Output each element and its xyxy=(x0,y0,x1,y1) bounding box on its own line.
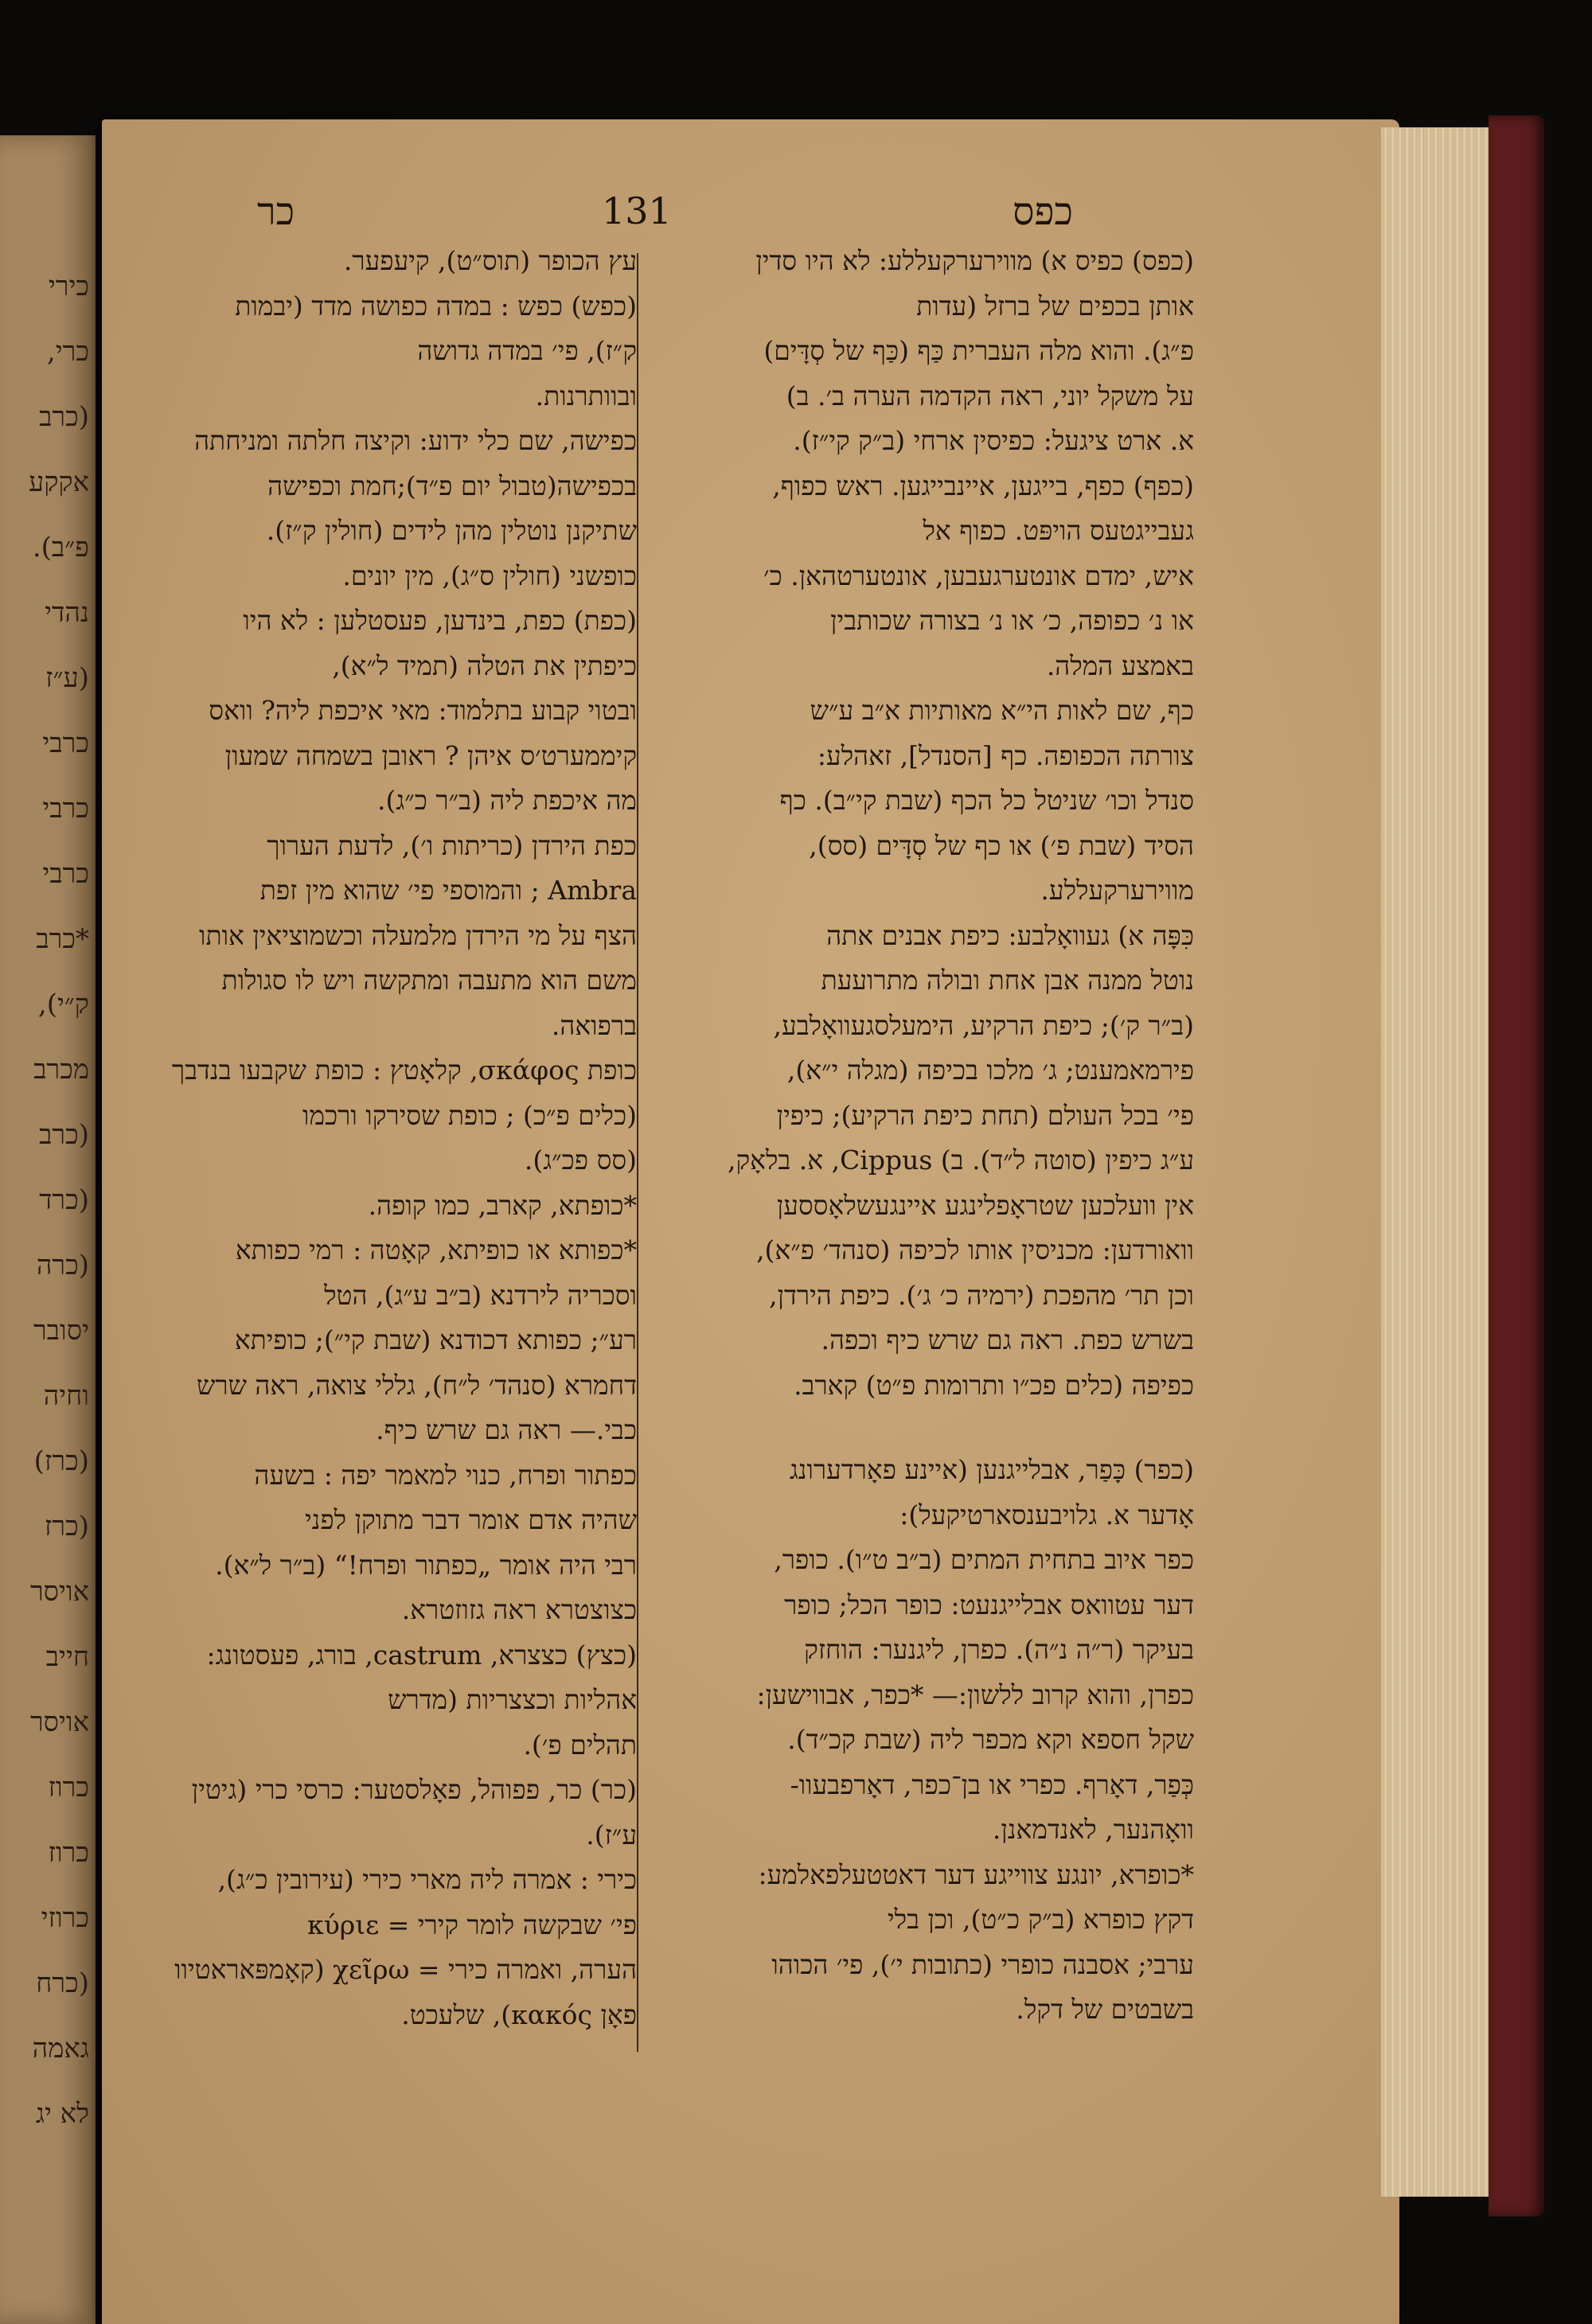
right-column-line: כף, שם לאות הי״א מאותיות א״ב ע״ש xyxy=(810,695,1194,726)
left-column-line: כבי.— ראה גם שרש כיף. xyxy=(376,1414,637,1445)
left-column-line: מה איכפת ליה (ב״ר כ״ג). xyxy=(377,785,637,816)
facing-page-fragment: כרוזי xyxy=(41,1902,89,1934)
left-column-line: משם הוא מתעבה ומתקשה ויש לו סגולות xyxy=(221,965,637,996)
facing-page-fragment: (כרה xyxy=(36,1250,89,1281)
left-column-line: פאָן κακός), שלעכט. xyxy=(401,1998,637,2030)
left-column xyxy=(111,239,637,2037)
left-column-line: ובטוי קבוע בתלמוד: מאי איכפת ליה? וואס xyxy=(209,695,637,726)
right-column-line: ערבי; אסבנה כופרי (כתובות י׳), פי׳ הכוהו xyxy=(771,1948,1194,1980)
right-column-line: הסיד (שבת פ׳) או כף של סְדָּים (סס), xyxy=(809,829,1194,861)
left-column-line: הערה, ואמרה כירי = χεῖρω (קאָמפּאראטיוו xyxy=(174,1954,637,1985)
right-column-line: אין וועלכען שטראָפלינגע איינגעשלאָססען xyxy=(776,1189,1194,1221)
facing-page-fragment: אקקע xyxy=(28,466,89,498)
page-edges xyxy=(1381,127,1500,2197)
left-column-line: אהליות וכצצריות (מדרש xyxy=(388,1684,637,1715)
facing-page-fragment: מכרב xyxy=(33,1054,89,1086)
left-column-line: רבי היה אומר „כפתור ופרח!“ (ב״ר ל״א). xyxy=(215,1549,637,1581)
right-column-line: צורתה הכפופה. כף [הסנדל], זאהלע: xyxy=(817,739,1194,771)
left-column-line: עץ הכופר (תוס״ט), קיעפער. xyxy=(343,245,637,276)
facing-page-fragment: יסובר xyxy=(33,1315,89,1347)
left-column-line: *כפותא או כופיתא, קאָטה : רמי כפותא xyxy=(235,1234,637,1265)
right-column-line: כְּפַר, דאָרף. כפרי או בן־כפר, דאָרפבעוו- xyxy=(790,1768,1194,1800)
facing-page-fragment: פ״ב). xyxy=(32,532,89,563)
right-column-line: שקל חספא וקא מכפר ליה (שבת קכ״ד). xyxy=(787,1724,1194,1755)
left-column-line: ברפואה. xyxy=(551,1009,637,1041)
left-column-line: שהיה אדם אומר דבר מתוקן לפני xyxy=(304,1504,637,1535)
right-column-line xyxy=(637,1408,1194,1448)
right-column-line: או נ׳ כפופה, כ׳ או נ׳ בצורה שכותבין xyxy=(830,605,1194,636)
right-column-line: כפיפה (כלים פכ״ו ותרומות פ״ט) קארב. xyxy=(794,1369,1194,1401)
right-column-line: נוטל ממנה אבן אחת ובולה מתרועעת xyxy=(821,965,1194,996)
left-column-line: כופשני (חולין ס״ג), מין יונים. xyxy=(342,560,637,591)
left-column-line: (כר) כר, פפוהל, פאָלסטער: כרסי כרי (גיטין xyxy=(191,1774,637,1805)
right-column xyxy=(637,239,1194,2033)
page-number: 131 xyxy=(602,189,672,232)
left-column-line: קיממערט׳ס איהן ? ראובן בשמחה שמעון xyxy=(224,739,637,771)
left-column-line: (כפת) כפת, בינדען, פעסטלען : לא היו xyxy=(243,605,637,636)
left-column-line: וסכריה לירדנא (ב״ב ע״ג), הטל xyxy=(324,1279,637,1311)
left-column-line: (כלים פ״כ) ; כופת שסירקו ורכמו xyxy=(302,1099,637,1131)
right-column-line: א. ארט ציגעל: כפיסין ארחי (ב״ק קי״ז). xyxy=(793,425,1194,456)
facing-page-fragment: (כרב xyxy=(39,401,89,433)
right-column-line: איש, ימדם אונטערגעבען, אונטערטהאן. כ׳ xyxy=(763,560,1194,591)
facing-page-fragment: (כרד xyxy=(39,1184,89,1216)
left-column-line: בכפישה(טבול יום פ״ד);חמת וכפישה xyxy=(267,470,637,501)
left-column-line: ובוותרנות. xyxy=(535,380,637,411)
facing-page-fragment: (כרז xyxy=(44,1511,89,1542)
right-column-line: על משקל יוני, ראה הקדמה הערה ב׳. ב) xyxy=(786,380,1194,411)
left-column-line: פי׳ שבקשה לומר קירי = κύριε xyxy=(307,1909,637,1940)
facing-page-fragment: כרוז xyxy=(48,1837,89,1869)
facing-page-fragment: ק״י), xyxy=(37,988,89,1020)
facing-page-fragment: (כרח xyxy=(36,1967,89,1999)
right-column-line: בעיקר (ר״ה נ״ה). כפרן, ליגנער: הוחזק xyxy=(804,1634,1194,1665)
right-column-line: (כפף) כפף, בייגען, איינבייגען. ראש כפוף, xyxy=(772,470,1194,501)
right-column-line: בשבטים של דקל. xyxy=(1016,1994,1194,2025)
facing-page-fragment: כרבי xyxy=(42,858,89,890)
right-column-line: *כופרא, יונגע צווייגע דער דאטטעלפאלמע: xyxy=(758,1858,1194,1890)
facing-page-fragment: (ע״ז xyxy=(45,662,89,694)
right-column-line: פי׳ בכל העולם (תחת כיפת הרקיע); כיפין xyxy=(776,1099,1194,1131)
right-column-line: וכן תר׳ מהפכת (ירמיה כ׳ ג׳). כיפת הירדן, xyxy=(769,1279,1194,1311)
facing-page-fragment: (כרב xyxy=(39,1119,89,1151)
facing-page-fragment: חייב xyxy=(45,1641,89,1673)
left-column-line: (כפש) כפש : במדה כפושה מדד (יבמות xyxy=(235,290,637,322)
right-column-line: כִּפָּה א) געוואָלבע: כיפת אבנים אתה xyxy=(826,919,1194,951)
left-column-line: ק״ז), פי׳ במדה גדושה xyxy=(417,335,637,366)
right-column-line: וואָהנער, לאנדמאנן. xyxy=(992,1814,1194,1845)
right-column-line: מווירערקעללע. xyxy=(1040,875,1194,906)
right-column-line: דקץ כופרא (ב״ק כ״ט), וכן בלי xyxy=(888,1904,1194,1935)
left-column-line: כצוצטרא ראה גזוזטרא. xyxy=(401,1594,637,1625)
left-column-line: ע״ז). xyxy=(586,1819,637,1850)
left-column-line: (כצץ) כצצרא, castrum, בורג, פעסטונג: xyxy=(206,1639,637,1671)
facing-page-fragment: כרבי xyxy=(42,727,89,759)
right-column-line: ע״ג כיפין (סוטה ל״ד). ב) Cippus, א. בלאָק, xyxy=(728,1144,1194,1176)
right-column-line: בשרש כפת. ראה גם שרש כיף וכפה. xyxy=(821,1324,1194,1355)
right-column-line: פ״ג). והוא מלה העברית כַּף (כַּף של סְדָּים) xyxy=(763,335,1194,366)
right-column-line: כפר איוב בתחית המתים (ב״ב ט״ו). כופר, xyxy=(774,1544,1194,1575)
facing-page-fragment: אויסר xyxy=(29,1576,89,1608)
header-left-word: כר xyxy=(257,189,295,234)
facing-page-fragment: לא יג xyxy=(35,2098,89,2130)
facing-page-fragment: *כרב xyxy=(36,923,89,955)
right-column-line: דער עטוואס אבלייגנעט: כופר הכל; כופר xyxy=(784,1589,1194,1620)
left-column-line: כיפתין את הטלה (תמיד ל״א), xyxy=(332,649,637,681)
right-column-line: געבייגטעס הויפּט. כפוף אל xyxy=(923,515,1194,546)
facing-page-fragment: נהדי xyxy=(45,597,89,629)
facing-page-fragment: כרי, xyxy=(46,336,89,368)
right-column-line: באמצע המלה. xyxy=(1046,649,1194,681)
left-column-line: Ambra ; והמוספי פי׳ שהוא מין זפת xyxy=(259,875,637,906)
left-column-line: כפתור ופרח, כנוי למאמר יפה : בשעה xyxy=(254,1459,637,1491)
left-column-line: רע״; כפותא דכודנא (שבת קי״); כופיתא xyxy=(234,1324,637,1355)
right-column-line: וואורדען: מכניסין אותו לכיפה (סנהד׳ פ״א), xyxy=(756,1234,1194,1265)
right-column-line: כפרן, והוא קרוב ללשון:— *כפר, אבווישען: xyxy=(756,1679,1194,1710)
facing-page-fragment: כרוז xyxy=(48,1772,89,1803)
right-column-line: אותן בכפים של ברזל (עדות xyxy=(916,290,1194,322)
left-column-line: כפת הירדן (כריתות ו׳), לדעת הערוך xyxy=(267,829,637,861)
left-column-line: שתיקנן נוטלין מהן לידים (חולין ק״ז). xyxy=(266,515,637,546)
facing-page-fragment: כרבי xyxy=(42,793,89,825)
left-column-line: כירי : אמרה ליה מארי כירי (עירובין כ״ג), xyxy=(217,1864,637,1895)
facing-page-fragment: וחיה xyxy=(43,1380,89,1412)
facing-page-fragment: כירי xyxy=(48,271,89,302)
left-column-line: *כופתא, קארב, כמו קופה. xyxy=(368,1189,637,1221)
left-column-line: דחמרא (סנהד׳ ל״ח), גללי צואה, ראה שרש xyxy=(197,1369,637,1401)
right-column-line: סנדל וכו׳ שניטל כל הכף (שבת קי״ב). כף xyxy=(779,785,1194,816)
left-column-line: כופת σκάφος, קלאָטץ : כופת שקבעו בנדבך xyxy=(171,1055,637,1086)
right-column-line: (כפס) כפיס א) מווירערקעללע: לא היו סדין xyxy=(755,245,1194,276)
left-column-line: תהלים פ׳). xyxy=(523,1729,637,1761)
left-column-line: כפישה, שם כלי ידוע: וקיצה חלתה ומניחתה xyxy=(194,425,637,456)
book-cover xyxy=(1489,115,1544,2217)
right-column-line: אָדער א. גלויבענסארטיקעל): xyxy=(899,1499,1194,1530)
facing-page-fragment: (כרז) xyxy=(33,1445,89,1477)
header-right-word: כפס xyxy=(1013,189,1073,234)
facing-page-fragment: אויסר xyxy=(29,1706,89,1738)
left-column-line: (סס פכ״ג). xyxy=(524,1144,637,1176)
right-column-line: (כפר) כָּפַר, אבלייגנען (איינע פאָרדערונג xyxy=(789,1454,1194,1485)
left-column-line: הצף על מי הירדן מלמעלה וכשמוציאין אותו xyxy=(199,919,637,951)
right-column-line: פירמאמענט; ג׳ מלכו בכיפה (מגלה י״א), xyxy=(786,1055,1194,1086)
facing-page-fragment: גאמה xyxy=(32,2033,89,2065)
facing-page-strip xyxy=(0,135,96,2324)
right-column-line: (ב״ר ק׳); כיפת הרקיע, הימעלסגעוואָלבע, xyxy=(773,1009,1194,1041)
